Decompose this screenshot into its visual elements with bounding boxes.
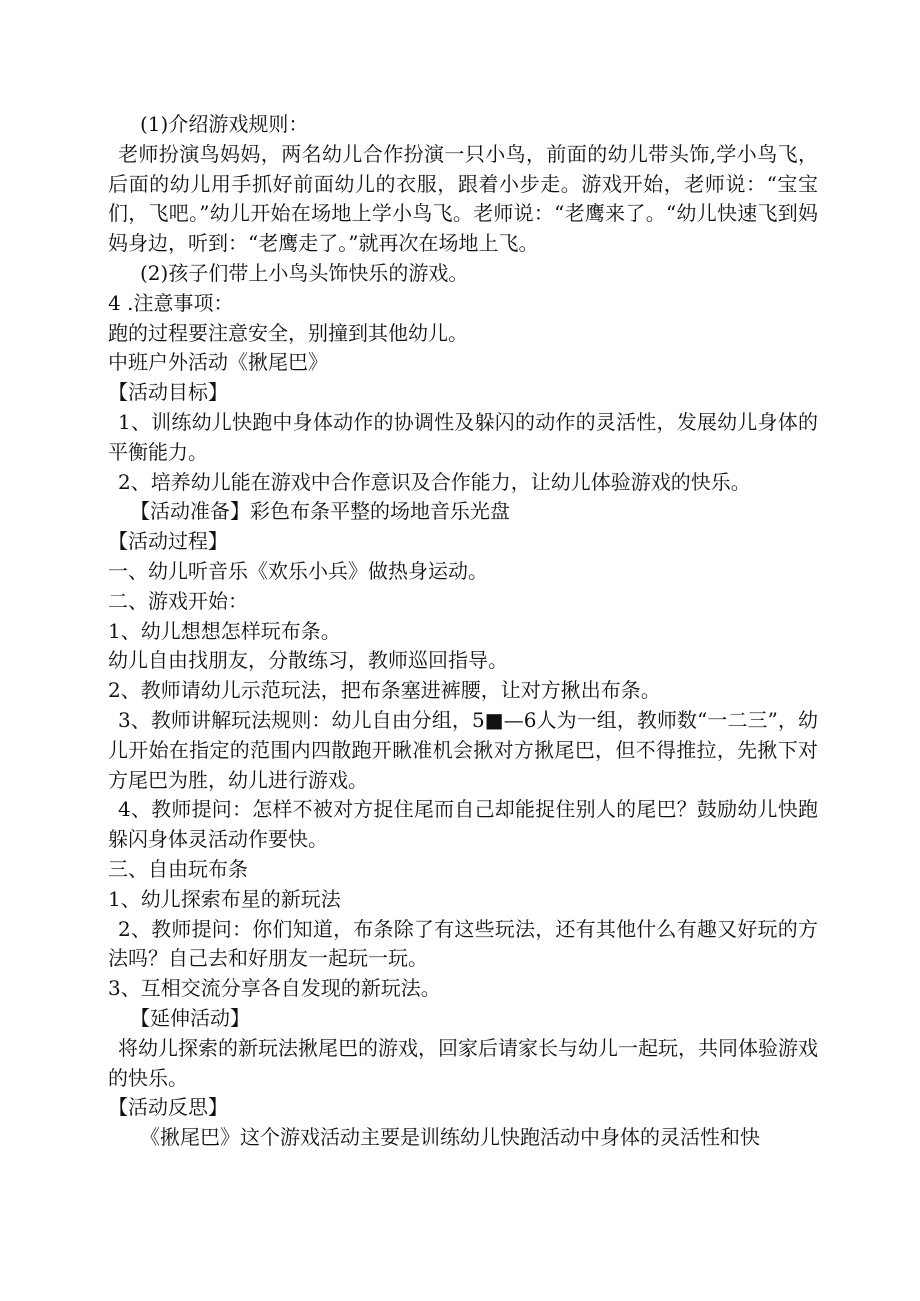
process-heading: 【活动过程】	[108, 529, 228, 554]
process-step-3-heading: 三、自由玩布条	[108, 856, 248, 881]
process-item-4: 4、教师提问：怎样不被对方捉住尾而自己却能捉住别人的尾巴？鼓励幼儿快跑躲闪身体灵活动作要快。	[108, 797, 818, 852]
process-item-3: 3、教师讲解玩法规则：幼儿自由分组，5■—6人为一组，教师数“一二三”，幼儿开始在指定的范围内四散跑开瞅准机会揪对方揪尾巴，但不得推拉，先揪下对方尾巴为胜，幼儿进行游戏。	[108, 707, 818, 792]
goal-item-2: 2、培养幼儿能在游戏中合作意识及合作能力，让幼儿体验游戏的快乐。	[118, 469, 751, 494]
game-rule-paragraph: 老师扮演鸟妈妈，两名幼儿合作扮演一只小鸟，前面的幼儿带头饰,学小鸟飞，后面的幼儿用手抓好前面幼儿的衣服，跟着小步走。游戏开始，老师说：“宝宝们，飞吧。”幼儿开始在场地上学小鸟飞。老师说：“老鹰来了。“幼儿快速飞到妈妈身边，听到：“老鹰走了。”就再次在场地上飞。	[108, 141, 818, 256]
notes-paragraph: 跑的过程要注意安全，别撞到其他幼儿。	[108, 320, 468, 345]
process-step-2-heading: 二、游戏开始：	[108, 588, 248, 613]
activity-title: 中班户外活动《揪尾巴》	[108, 350, 328, 375]
extension-paragraph: 将幼儿探索的新玩法揪尾巴的游戏，回家后请家长与幼儿一起玩，共同体验游戏的快乐。	[108, 1035, 818, 1090]
reflection-heading: 【活动反思】	[108, 1095, 228, 1120]
process-item-1-detail: 幼儿自由找朋友，分散练习，教师巡回指导。	[108, 648, 508, 673]
process-item-1: 1、幼儿想想怎样玩布条。	[108, 618, 341, 643]
free-play-item-3: 3、互相交流分享各自发现的新玩法。	[108, 976, 441, 1001]
game-play-paragraph: (2)孩子们带上小鸟头饰快乐的游戏。	[140, 260, 469, 285]
extension-heading: 【延伸活动】	[130, 1005, 250, 1030]
free-play-item-2: 2、教师提问：你们知道，布条除了有这些玩法，还有其他什么有趣又好玩的方法吗？自己去和好朋友一起玩一玩。	[108, 916, 818, 971]
process-item-2: 2、教师请幼儿示范玩法，把布条塞进裤腰，让对方揪出布条。	[108, 678, 661, 703]
goals-heading: 【活动目标】	[108, 380, 228, 405]
process-step-1: 一、幼儿听音乐《欢乐小兵》做热身运动。	[108, 558, 488, 583]
document-body	[108, 110, 818, 1153]
rule-intro-heading: (1)介绍游戏规则：	[140, 112, 309, 136]
preparation-paragraph: 【活动准备】彩色布条平整的场地音乐光盘	[130, 499, 510, 524]
goal-item-1: 1、训练幼儿快跑中身体动作的协调性及躲闪的动作的灵活性，发展幼儿身体的平衡能力。	[108, 409, 818, 464]
reflection-paragraph: 《揪尾巴》这个游戏活动主要是训练幼儿快跑活动中身体的灵活性和快	[140, 1125, 760, 1150]
free-play-item-1: 1、幼儿探索布星的新玩法	[108, 886, 341, 911]
notes-heading: 4 .注意事项：	[108, 290, 234, 315]
